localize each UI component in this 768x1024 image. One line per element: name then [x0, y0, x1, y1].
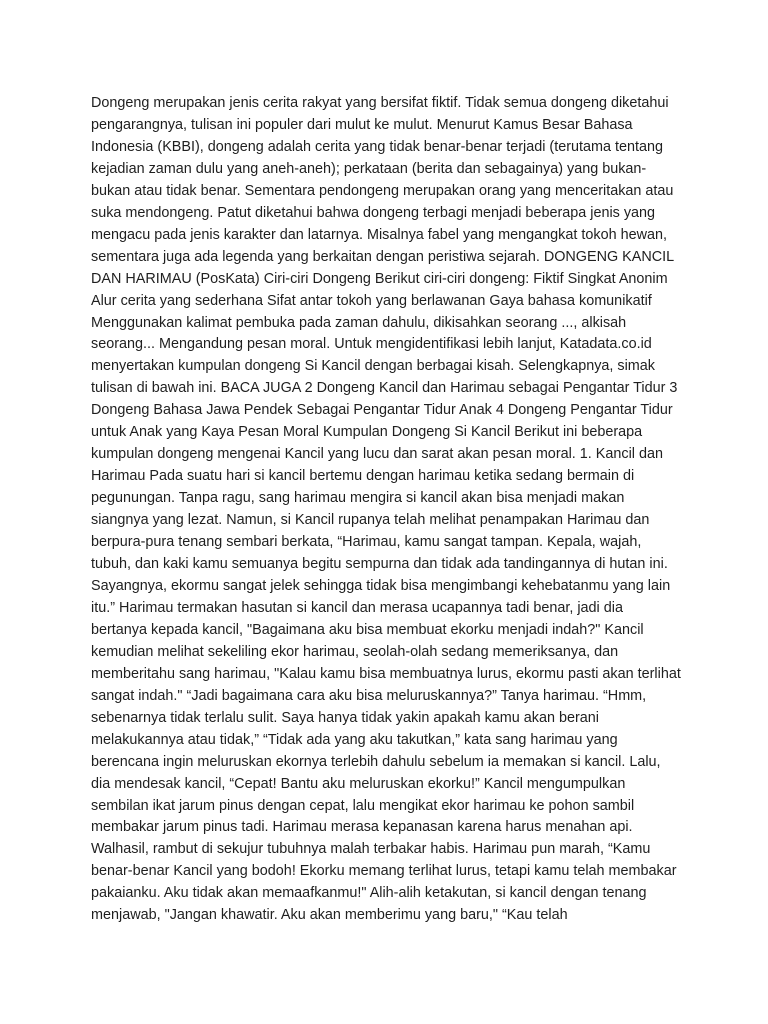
- body-paragraph: Dongeng merupakan jenis cerita rakyat yang bersifat fiktif. Tidak semua dongeng diketahui pengarangnya, tulisan ini populer dari mulut ke mulut. Menurut Kamus Besar Bahasa Indonesia (KBBI), dongeng adalah cerita yang tidak benar-benar terjadi (terutama tentang kejadian zaman dulu yang aneh-aneh); perkataan (berita dan sebagainya) yang bukan-bukan atau tidak benar. Sementara pendongeng merupakan orang yang menceritakan atau suka mendongeng. Patut diketahui bahwa dongeng terbagi menjadi beberapa jenis yang mengacu pada jenis karakter dan latarnya. Misalnya fabel yang mengangkat tokoh hewan, sementara juga ada legenda yang berkaitan dengan peristiwa sejarah. DONGENG KANCIL DAN HARIMAU (PosKata) Ciri-ciri Dongeng Berikut ciri-ciri dongeng: Fiktif Singkat Anonim Alur cerita yang sederhana Sifat antar tokoh yang berlawanan Gaya bahasa komunikatif Menggunakan kalimat pembuka pada zaman dahulu, dikisahkan seorang ..., alkisah seorang... Mengandung pesan moral. Untuk mengidentifikasi lebih lanjut, Katadata.co.id menyertakan kumpulan dongeng Si Kancil dengan berbagai kisah. Selengkapnya, simak tulisan di bawah ini. BACA JUGA 2 Dongeng Kancil dan Harimau sebagai Pengantar Tidur 3 Dongeng Bahasa Jawa Pendek Sebagai Pengantar Tidur Anak 4 Dongeng Pengantar Tidur untuk Anak yang Kaya Pesan Moral Kumpulan Dongeng Si Kancil Berikut ini beberapa kumpulan dongeng mengenai Kancil yang lucu dan sarat akan pesan moral. 1. Kancil dan Harimau Pada suatu hari si kancil bertemu dengan harimau ketika sedang bermain di pegunungan. Tanpa ragu, sang harimau mengira si kancil akan bisa menjadi makan siangnya yang lezat. Namun, si Kancil rupanya telah melihat penampakan Harimau dan berpura-pura tenang sembari berkata, “Harimau, kamu sangat tampan. Kepala, wajah, tubuh, dan kaki kamu semuanya begitu sempurna dan tidak ada tandingannya di hutan ini. Sayangnya, ekormu sangat jelek sehingga tidak bisa mengimbangi kehebatanmu yang lain itu.” Harimau termakan hasutan si kancil dan merasa ucapannya tadi benar, jadi dia bertanya kepada kancil, "Bagaimana aku bisa membuat ekorku menjadi indah?" Kancil kemudian melihat sekeliling ekor harimau, seolah-olah sedang memeriksanya, dan memberitahu sang harimau, "Kalau kamu bisa membuatnya lurus, ekormu pasti akan terlihat sangat indah." “Jadi bagaimana cara aku bisa meluruskannya?” Tanya harimau. “Hmm, sebenarnya tidak terlalu sulit. Saya hanya tidak yakin apakah kamu akan berani melakukannya atau tidak,” “Tidak ada yang aku takutkan,” kata sang harimau yang berencana ingin meluruskan ekornya terlebih dahulu sebelum ia memakan si kancil. Lalu, dia mendesak kancil, “Cepat! Bantu aku meluruskan ekorku!” Kancil mengumpulkan sembilan ikat jarum pinus dengan cepat, lalu mengikat ekor harimau ke pohon sambil membakar jarum pinus tadi. Harimau merasa kepanasan karena harus menahan api. Walhasil, rambut di sekujur tubuhnya malah terbakar habis. Harimau pun marah, “Kamu benar-benar Kancil yang bodoh! Ekorku memang terlihat lurus, tetapi kamu telah membakar pakaianku. Aku tidak akan memaafkanmu!" Alih-alih ketakutan, si kancil dengan tenang menjawab, "Jangan khawatir. Aku akan memberimu yang baru," “Kau telah: [91, 95, 681, 924]
